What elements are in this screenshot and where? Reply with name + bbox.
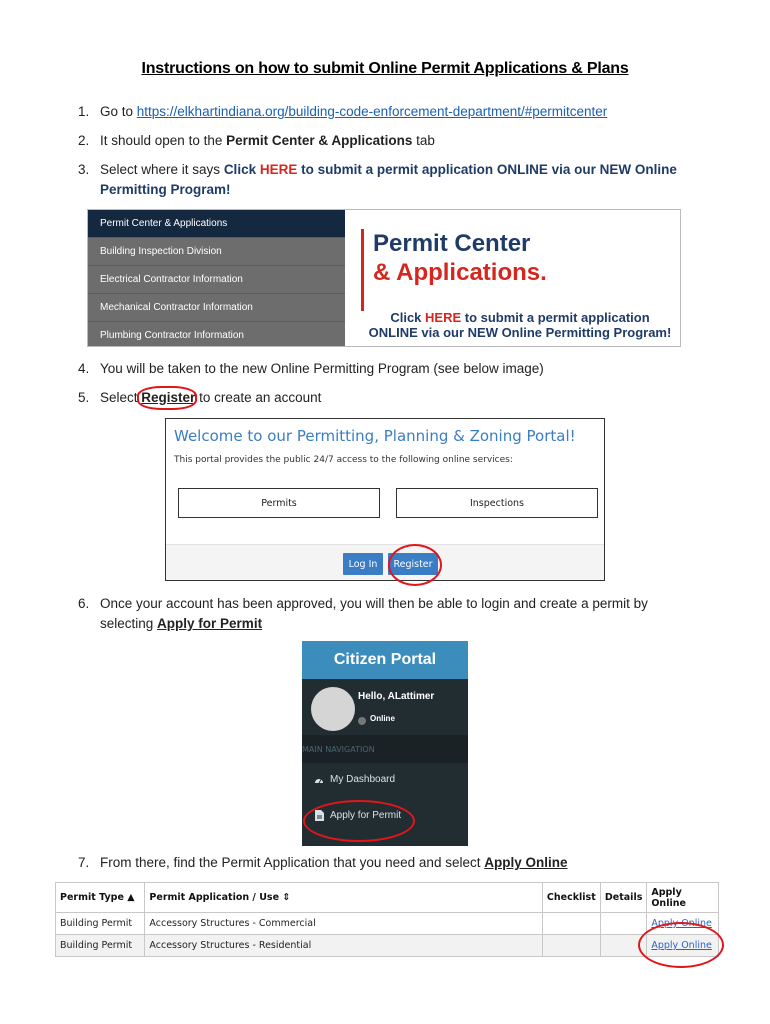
citizen-portal-header: Citizen Portal	[302, 641, 468, 679]
step-bold-text: Apply Online	[484, 855, 568, 870]
portal-footer	[166, 544, 604, 580]
header-label: Permit Type	[60, 892, 124, 903]
status-dot-icon	[358, 717, 366, 725]
user-greeting: Hello, ALattimer	[358, 691, 435, 702]
header-label: Permit Application / Use	[149, 892, 280, 903]
user-status: Online	[370, 714, 395, 723]
step-text: Select	[100, 390, 142, 405]
menu-item-permit-center[interactable]: Permit Center & Applications	[88, 210, 345, 238]
column-header-details: Details	[600, 883, 646, 913]
step-bold-text: Apply for Permit	[157, 616, 263, 631]
step-number: 4.	[78, 361, 90, 376]
apply-online-link[interactable]: Apply Online	[651, 940, 712, 951]
table-row	[56, 913, 719, 935]
nav-item-label: Apply for Permit	[330, 810, 402, 821]
panel-subheading: & Applications.	[373, 259, 547, 286]
menu-item-mechanical[interactable]: Mechanical Contractor Information	[88, 294, 345, 322]
menu-item-plumbing[interactable]: Plumbing Contractor Information	[88, 322, 345, 347]
nav-item-dashboard[interactable]	[314, 774, 395, 785]
here-link[interactable]: HERE	[425, 310, 462, 325]
login-button[interactable]: Log In	[343, 553, 383, 575]
column-header-permit-type[interactable]	[56, 883, 145, 913]
cell-permit-type: Building Permit	[56, 913, 145, 935]
cell-permit-application: Accessory Structures - Commercial	[145, 913, 543, 935]
step-bold-text: Permit Center & Applications	[226, 133, 413, 148]
nav-item-label: My Dashboard	[330, 774, 396, 785]
citizen-portal-screenshot	[302, 641, 468, 846]
menu-item-building-inspection[interactable]: Building Inspection Division	[88, 238, 345, 266]
click-pre: Click	[390, 310, 426, 325]
panel-heading: Permit Center	[373, 230, 531, 257]
step-here-text: HERE	[259, 162, 298, 177]
apply-online-link[interactable]: Apply Online	[651, 918, 712, 929]
avatar	[311, 687, 355, 731]
sort-icon: ⇕	[282, 892, 291, 903]
click-here-text[interactable]	[365, 310, 675, 340]
permits-button[interactable]: Permits	[178, 488, 380, 518]
table-header-row	[56, 883, 719, 913]
column-header-apply-online: Apply Online	[647, 883, 719, 913]
cell-checklist	[542, 913, 600, 935]
permit-center-panel	[345, 210, 680, 346]
step-number: 6.	[78, 596, 90, 611]
step-bold-text: Register	[141, 390, 196, 405]
permit-center-screenshot	[87, 209, 681, 347]
menu-item-electrical[interactable]: Electrical Contractor Information	[88, 266, 345, 294]
document-icon	[314, 811, 324, 821]
cell-permit-application: Accessory Structures - Residential	[145, 935, 543, 957]
cell-permit-type: Building Permit	[56, 935, 145, 957]
step-text: You will be taken to the new Online Permitting Program (see below image)	[100, 361, 544, 376]
step-text: Go to	[100, 104, 137, 119]
step-text: to create an account	[195, 390, 322, 405]
permit-center-menu	[88, 210, 345, 346]
step-number: 7.	[78, 855, 90, 870]
cell-details	[600, 913, 646, 935]
column-header-permit-application[interactable]	[145, 883, 543, 913]
dashboard-icon	[314, 775, 324, 785]
step-text: Once your account has been approved, you will then be able to login and create a permit by selecting	[100, 596, 648, 631]
permit-table	[55, 882, 719, 957]
portal-screenshot	[165, 418, 605, 581]
step-number: 1.	[78, 104, 90, 119]
register-button[interactable]: Register	[388, 553, 438, 575]
step-text: Select where it says	[100, 162, 224, 177]
sort-asc-icon: ▲	[127, 892, 135, 903]
step-bold-text: to submit a permit application ONLINE via our NEW Online Permitting Program!	[100, 162, 677, 197]
click-post: to submit a permit application ONLINE via our NEW Online Permitting Program!	[368, 310, 672, 340]
table-row	[56, 935, 719, 957]
step-text: tab	[412, 133, 435, 148]
column-header-checklist: Checklist	[542, 883, 600, 913]
permit-center-link[interactable]: https://elkhartindiana.org/building-code-enforcement-department/#permitcenter	[136, 104, 608, 119]
cell-details	[600, 935, 646, 957]
step-number: 2.	[78, 133, 90, 148]
step-number: 5.	[78, 390, 90, 405]
step-bold-text: Click	[223, 162, 260, 177]
document-title: Instructions on how to submit Online Permit Applications & Plans	[141, 60, 629, 77]
step-number: 3.	[78, 162, 90, 177]
cell-checklist	[542, 935, 600, 957]
inspections-button[interactable]: Inspections	[396, 488, 598, 518]
nav-item-apply-for-permit[interactable]	[314, 810, 401, 821]
main-navigation-label: MAIN NAVIGATION	[302, 744, 375, 754]
portal-title: Welcome to our Permitting, Planning & Zoning Portal!	[174, 427, 576, 445]
accent-bar	[361, 229, 364, 311]
main-navigation-header	[302, 735, 468, 763]
step-text: It should open to the	[100, 133, 227, 148]
portal-subtitle: This portal provides the public 24/7 access to the following online services:	[174, 455, 513, 465]
step-text: From there, find the Permit Application that you need and select	[100, 855, 485, 870]
